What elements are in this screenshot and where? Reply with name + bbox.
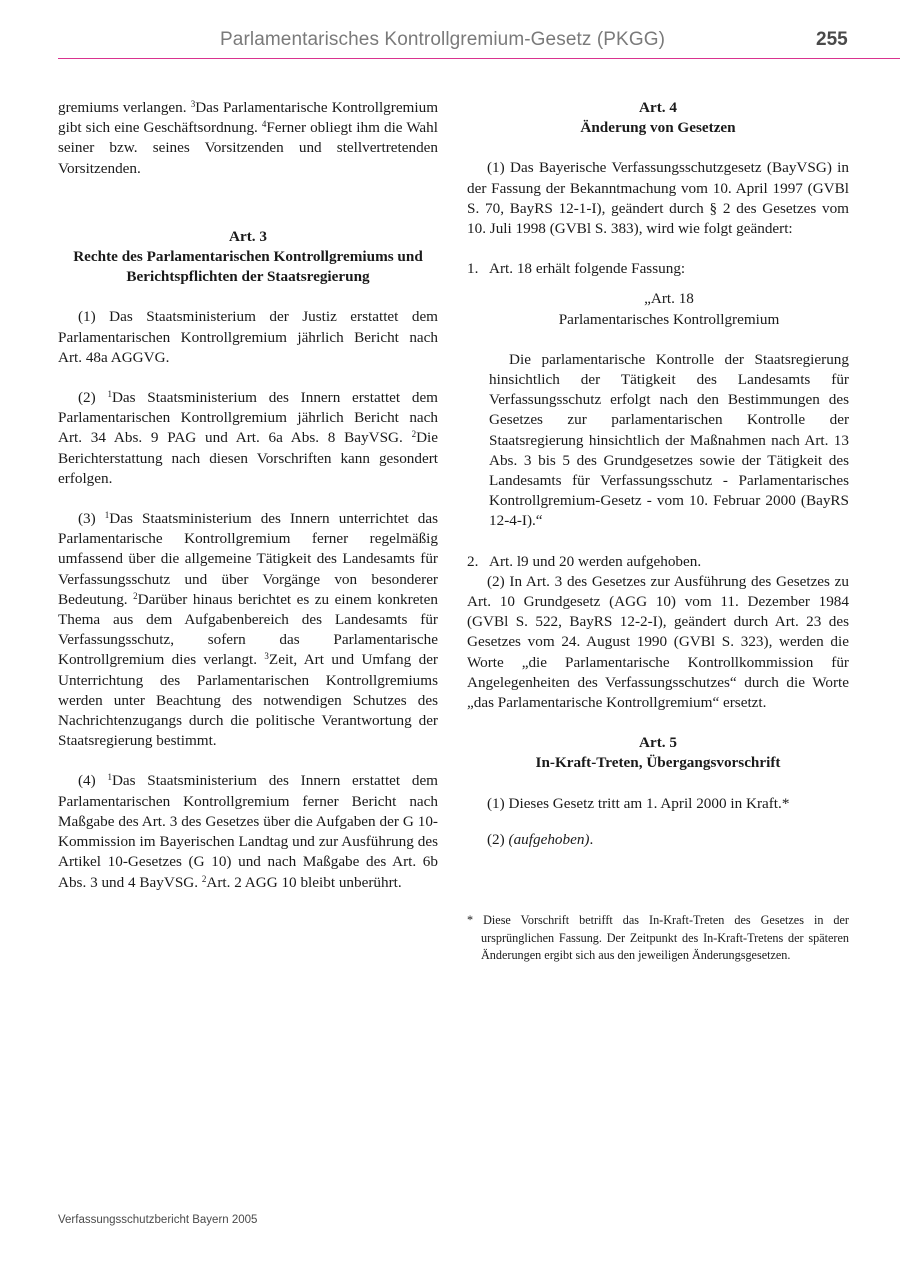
art4-subtitle: Änderung von Gesetzen	[580, 119, 736, 137]
sentence-number: 1	[107, 389, 112, 400]
art4-list-item-1	[467, 259, 849, 279]
list-number: 1.	[467, 260, 479, 278]
footnote: * Diese Vorschrift betrifft das In-Kraft-Treten des Gesetzes in der ursprünglichen Fassung. Der Zeitpunkt des In-Kraft-Tretens der späteren Änderungen ergibt sich aus den jeweiligen Änderungsgesetzen.	[467, 913, 849, 963]
text: Das Staatsministerium des Innern erstattet dem Parlamentarischen Kontrollgremium ferner Bericht nach Maßgabe des Art. 3 des Gesetzes über die Aufgaben der G 10-Kommission im Bayerischen Landtag und zur Ausführung des Artikel 10-Gesetzes (G 10) und nach Maßgabe des Art. 6b Abs. 3 und 4 BayVSG.	[58, 772, 438, 891]
art4-paragraph-1: (1) Das Bayerische Verfassungsschutzgesetz (BayVSG) in der Fassung der Bekanntmachung vom 10. April 1997 (GVBl S. 70, BayRS 12-1-I), geändert durch § 2 des Gesetzes vom 10. Juli 1998 (GVBl S. 383), wird wie folgt geändert:	[467, 159, 849, 238]
intro-paragraph	[58, 98, 438, 179]
sentence-number: 1	[107, 772, 112, 783]
art3-subtitle: Rechte des Parlamentarischen Kontrollgremiums und Berichtspflichten der Staatsregierung	[73, 248, 423, 286]
art4-heading	[467, 98, 849, 138]
sentence-number: 2	[133, 590, 138, 601]
art3-heading	[58, 227, 438, 288]
art5-heading	[467, 733, 849, 773]
running-title: Parlamentarisches Kontrollgremium-Gesetz (PKGG)	[220, 29, 666, 50]
text: (2)	[78, 389, 108, 407]
sentence-number: 2	[411, 429, 417, 440]
art5-title: Art. 5	[639, 734, 677, 752]
running-header	[58, 26, 900, 59]
art3-paragraph-1: (1) Das Staatsministerium der Justiz erstattet dem Parlamentarischen Kontrollgremium jährlich Bericht nach Art. 48a AGGVG.	[58, 308, 438, 366]
sentence-number: 2	[201, 873, 207, 884]
text: Zeit, Art und Umfang der Unterrichtung des Parlamentarischen Kontrollgremiums werden unter Beachtung des notwendigen Schutzes des Nachrichtenzugangs durch die politische Verantwortung der Staatsregierung bestimmt.	[58, 651, 438, 750]
list-number: 2.	[467, 552, 479, 570]
art3-paragraph-3	[58, 509, 438, 751]
text: gremiums verlangen.	[58, 99, 191, 116]
text: Das Staatsministerium des Innern erstattet dem Parlamentarischen Kontrollgremium jährlich Bericht nach Art. 34 Abs. 9 PAG und Art. 6a Abs. 8 BayVSG.	[58, 389, 438, 447]
text: Die Berichterstattung nach diesen Vorschriften kann gesondert erfolgen.	[58, 429, 438, 487]
quote-subtitle: Parlamentarisches Kontrollgremium	[558, 310, 780, 328]
right-column	[467, 98, 849, 965]
art5-paragraph-2	[467, 830, 849, 850]
text: (2)	[487, 830, 509, 848]
left-column	[58, 98, 438, 893]
quote-text: Die parlamentarische Kontrolle der Staatsregierung hinsichtlich der Tätigkeit des Landesamts für Verfassungsschutz erfolgt nach den Bestimmungen des Gesetzes zur parlamentarischen Kontrolle der Staatsregierung hinsichtlich der Maßnahmen nach Art. 13 Abs. 3 bis 5 des Grundgesetzes sowie der Tätigkeit des Landesamts für Verfassungsschutz - Parlamentarisches Kontrollgremium-Gesetz - vom 10. Februar 2000 (BayRS 12-4-I).“	[489, 350, 849, 530]
art4-paragraph-2: (2) In Art. 3 des Gesetzes zur Ausführung des Gesetzes zu Art. 10 Grundgesetz (AGG 10) vom 11. Dezember 1984 (GVBl S. 522, BayRS 12-2-I), geändert durch Art. 23 des Gesetzes vom 24. August 1990 (GVBl S. 323), werden die Worte „die Parlamentarische Kontrollkommission für Angelegenheiten des Verfassungsschutzes“ durch die Worte „das Parlamentarische Kontrollgremium“ ersetzt.	[467, 572, 849, 712]
list-text: Art. 18 erhält folgende Fassung:	[489, 260, 686, 278]
art3-title: Art. 3	[229, 227, 267, 245]
text: (4)	[78, 772, 108, 790]
text: Das Parlamentarische Kontrollgremium gibt sich eine Geschäftsordnung.	[58, 99, 439, 137]
text: Art. 2 AGG 10 bleibt unberührt.	[206, 873, 402, 891]
quote-title: „Art. 18	[644, 290, 694, 308]
italic-text: (aufgehoben)	[508, 830, 590, 848]
list-text: Art. l9 und 20 werden aufgehoben.	[489, 552, 702, 570]
art3-paragraph-2	[58, 388, 438, 489]
art5-paragraph-1: (1) Dieses Gesetz tritt am 1. April 2000 in Kraft.*	[487, 794, 790, 812]
art5-subtitle: In-Kraft-Treten, Übergangsvorschrift	[535, 754, 781, 772]
text: .	[589, 830, 594, 848]
text: Das Staatsministerium des Innern unterrichtet das Parlamentarische Kontrollgremium ferner regelmäßig umfassend über die allgemeine Tätigkeit des Landesamts für Verfassungsschutz und über Vorgänge von besonderer Bedeutung.	[58, 510, 438, 608]
art4-title: Art. 4	[639, 99, 677, 116]
sentence-number: 3	[190, 99, 196, 109]
sentence-number: 3	[264, 651, 269, 662]
art3-paragraph-4	[58, 771, 438, 892]
text: Ferner obliegt ihm die Wahl seiner bzw. seines Vorsitzenden und stellvertretenden Vorsitzenden.	[58, 119, 438, 177]
page-footer: Verfassungsschutzbericht Bayern 2005	[58, 1214, 258, 1226]
text: Darüber hinaus berichtet es zu einem konkreten Thema aus dem Aufgabenbereich des Landesamts für Verfassungsschutz, sofern das Parlamentarische Kontrollgremium dies verlangt.	[58, 590, 438, 669]
text: (3)	[78, 510, 105, 528]
page-number: 255	[816, 29, 848, 50]
sentence-number: 1	[104, 510, 110, 521]
quoted-article	[467, 289, 849, 531]
art4-list-item-2	[467, 552, 849, 572]
sentence-number: 4	[261, 119, 267, 130]
